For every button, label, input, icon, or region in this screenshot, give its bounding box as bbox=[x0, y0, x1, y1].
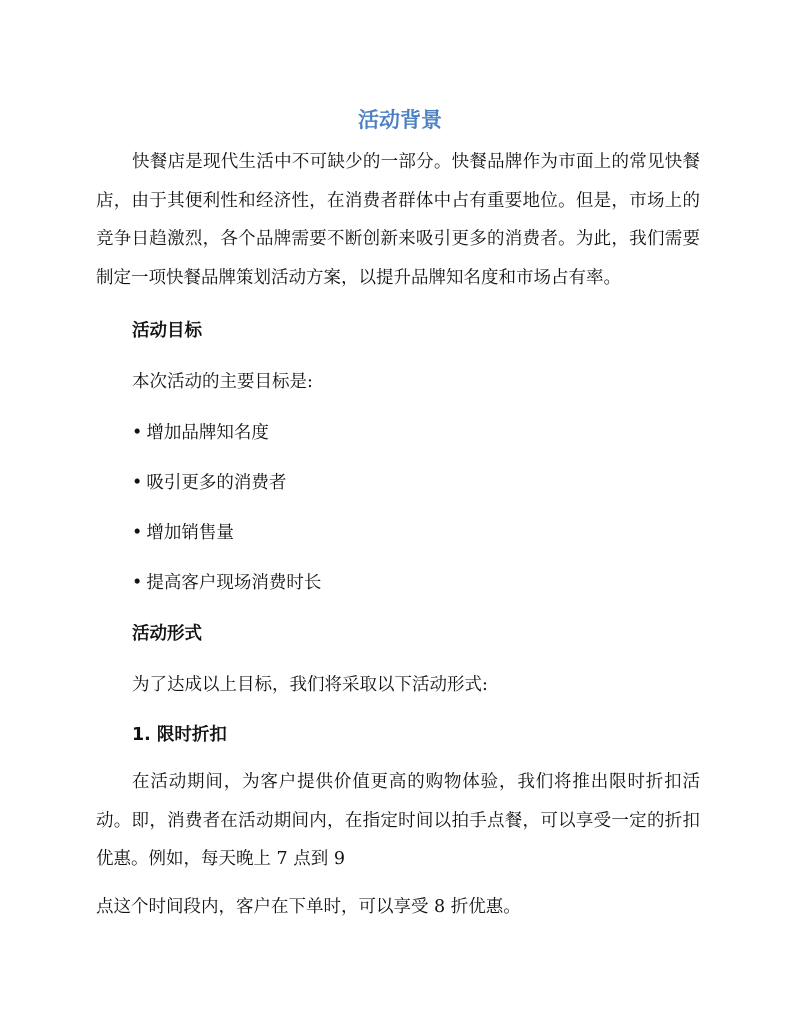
bullet-icon: • bbox=[132, 573, 143, 593]
form1-paragraph: 在活动期间，为客户提供价值更高的购物体验，我们将推出限时折扣活动。即，消费者在活动期间内，在指定时间以拍手点餐，可以享受一定的折扣优惠。例如，每天晚上 7 点到 9 bbox=[96, 772, 700, 869]
goal-item-4 bbox=[132, 571, 321, 595]
forms-intro: 为了达成以上目标，我们将采取以下活动形式: bbox=[132, 675, 488, 695]
form1-tail-line: 点这个时间段内，客户在下单时，可以享受 8 折优惠。 bbox=[96, 897, 521, 917]
goal-item-1 bbox=[132, 421, 269, 445]
background-paragraph: 快餐店是现代生活中不可缺少的一部分。快餐品牌作为市面上的常见快餐店，由于其便利性和经济性，在消费者群体中占有重要地位。但是，市场上的竞争日趋激烈，各个品牌需要不断创新来吸引更多的消费者。为此，我们需要制定一项快餐品牌策划活动方案，以提升品牌知名度和市场占有率。 bbox=[96, 152, 700, 288]
goal-text: 吸引更多的消费者 bbox=[146, 473, 287, 493]
forms-heading: 活动形式 bbox=[132, 624, 202, 644]
form1-heading: 1. 限时折扣 bbox=[132, 725, 227, 745]
goals-heading: 活动目标 bbox=[132, 321, 202, 341]
goal-item-3 bbox=[132, 521, 234, 545]
goal-text: 增加销售量 bbox=[146, 523, 234, 543]
goals-intro: 本次活动的主要目标是: bbox=[132, 372, 313, 392]
bullet-icon: • bbox=[132, 523, 143, 543]
goal-item-2 bbox=[132, 471, 286, 495]
document-title: 活动背景 bbox=[358, 108, 442, 132]
bullet-icon: • bbox=[132, 423, 143, 443]
goal-text: 增加品牌知名度 bbox=[146, 423, 269, 443]
goal-text: 提高客户现场消费时长 bbox=[146, 573, 322, 593]
bullet-icon: • bbox=[132, 473, 143, 493]
